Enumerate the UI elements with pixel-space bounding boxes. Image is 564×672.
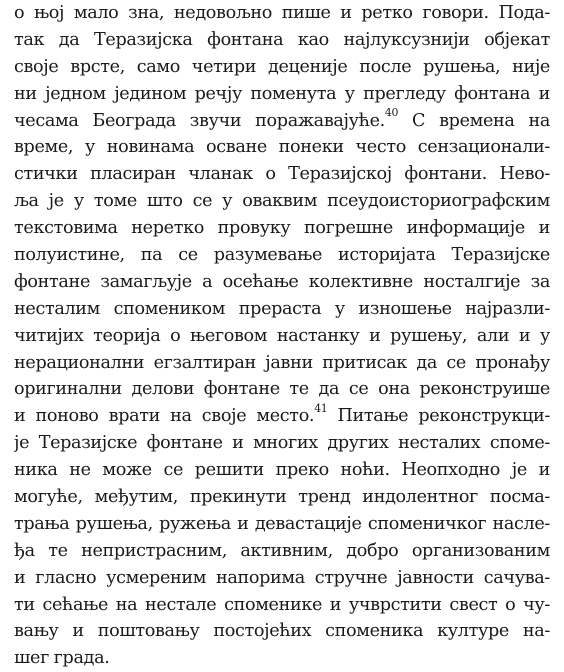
text-line: ти сећање на нестале споменике и учврстити свест о чу- [14,594,550,615]
text-line: фонтане замагљује а осећање колективне носталгије за [14,271,550,292]
text-segment: и поново врати на своје место. [14,406,315,427]
text-line: нерационални егзалтиран јавни притисак да се пронађу [14,352,550,373]
text-line: несталим спомеником прераста у изношење најразли- [14,298,550,319]
text-line: о њој мало зна, недовољно пише и ретко говори. Пода- [14,3,550,23]
text-line: стички пласиран чланак о Теразијској фонтани. Нево- [14,164,550,185]
text-line: ни једном јединoм речју поменута у прегледу фонтана и [14,83,550,104]
text-line: так да Теразијска фонтана као најлуксузнији објекат [14,29,550,50]
text-line: вању и поштовању постојећих споменика културе на- [14,621,550,642]
text-line: ника не може се решити преко ноћи. Неопходно је и [14,460,550,481]
text-segment: Питање реконструкци- [327,406,550,427]
text-line: ђа те непристрасним, активним, добро организованим [14,540,550,561]
text-line: трања рушења, ружења и девастације споменичког насле- [14,513,550,534]
text-segment: С времена на [398,110,550,131]
text-line: могуће, међутим, прекинути тренд индолентног посма- [14,487,550,508]
text-line [14,108,550,135]
document-body [14,0,550,672]
text-segment: чесама Београда звучи поражавајуће. [14,110,385,131]
footnote-ref: 40 [384,107,399,119]
text-line: читијих теорија о његовом настанку и рушењу, али и у [14,325,550,346]
text-line: време, у новинама осване понеки често сензационали- [14,137,550,158]
text-line: и гласно усмереним напорима стручне јавности сачува- [14,567,550,588]
text-line: полуистине, па се разумевање историјата Теразијске [14,245,550,266]
text-line: текстовима неретко провуку погрешне информације и [14,218,550,239]
footnote-ref: 41 [314,403,328,415]
text-line: је Теразијске фонтане и многих других несталих споме- [14,433,550,454]
text-line: своје врсте, само четири деценије после рушења, није [14,56,550,77]
text-line: ља је у томе што се у оваквим псеудоисториографским [14,191,550,212]
text-line: шег града. [14,648,110,669]
text-line: оригинални делови фонтане те да се она реконструише [14,379,550,400]
text-line [14,403,550,430]
